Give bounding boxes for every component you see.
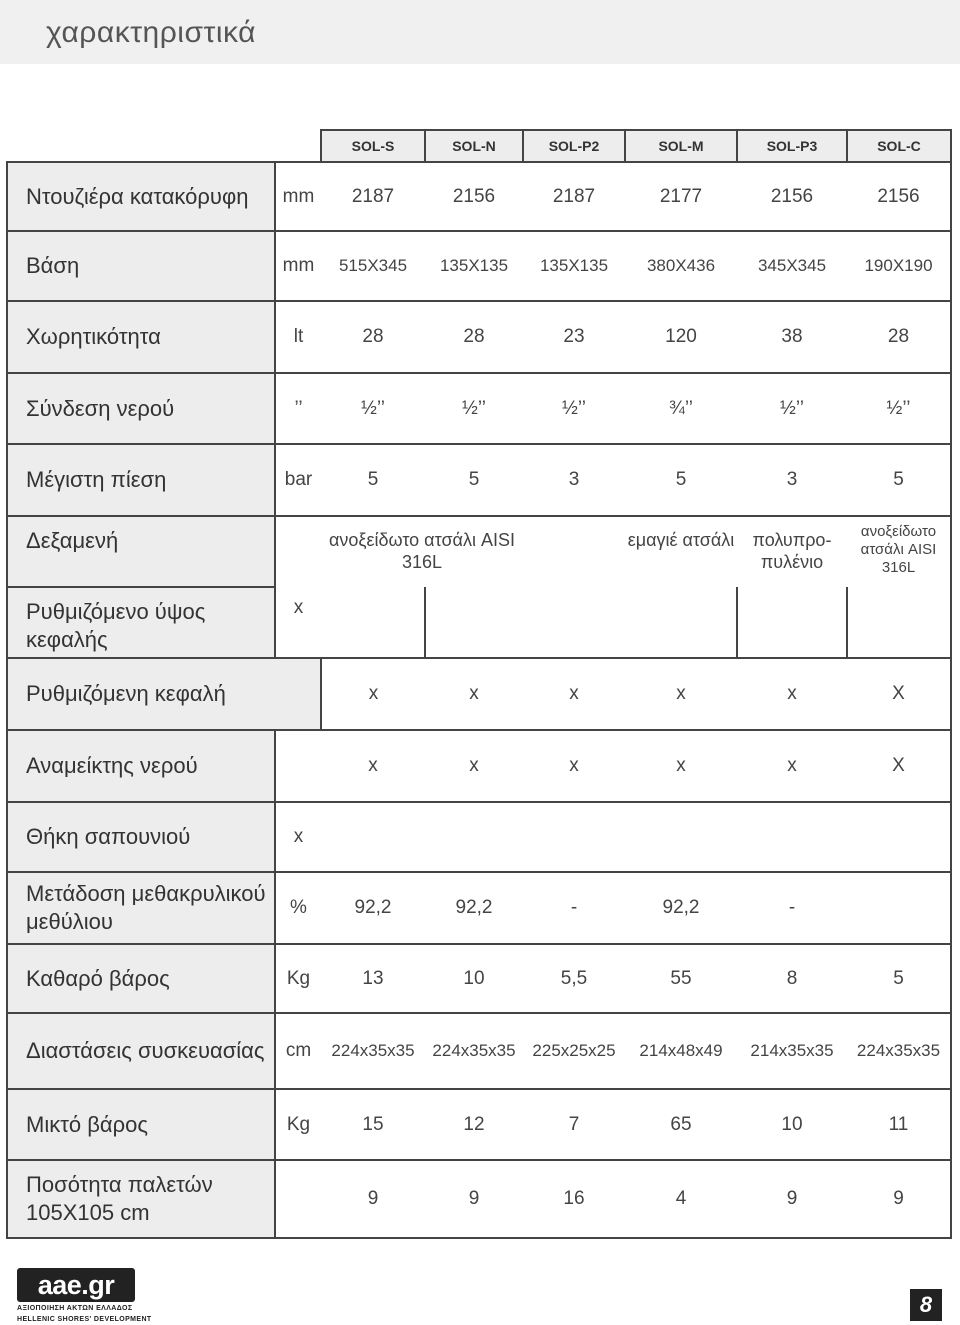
unit-cell: x [275,802,321,872]
value-cell: 214x35x35 [737,1013,847,1089]
table-row [7,444,951,516]
model-header: SOL-N [425,130,523,162]
table-row [7,301,951,373]
title-bar [0,0,960,64]
value-cell: 2156 [847,162,951,231]
value-cell: 9 [737,1160,847,1238]
value-cell: X [847,730,951,802]
value-cell: 9 [425,1160,523,1238]
material-cell: πολυπρο-πυλένιο [737,516,847,587]
model-header: SOL-P3 [737,130,847,162]
unit-cell: x [275,587,321,658]
row-label: Βάση [7,231,275,301]
value-cell: 38 [737,301,847,373]
row-label: Μέγιστη πίεση [7,444,275,516]
value-cell: ½’’ [847,373,951,444]
table-row [7,944,951,1013]
row-label: Σύνδεση νερού [7,373,275,444]
model-header: SOL-S [321,130,425,162]
value-cell: 5 [847,944,951,1013]
value-cell: - [737,872,847,944]
table-row [7,162,951,231]
value-cell: 5,5 [523,944,625,1013]
value-cell: 190X190 [847,231,951,301]
material-cell: ανοξείδωτο ατσάλι AISI 316L [321,516,523,587]
unit-cell: Kg [275,1089,321,1160]
model-header: SOL-C [847,130,951,162]
value-cell: x [523,658,625,730]
unit-cell: mm [275,231,321,301]
row-label: Μετάδοση μεθακρυλικού μεθύλιου [7,872,275,944]
value-cell: ¾’’ [625,373,737,444]
value-cell: 515X345 [321,231,425,301]
row-label: Αναμείκτης νερού [7,730,275,802]
value-cell: 2156 [737,162,847,231]
value-cell: 11 [847,1089,951,1160]
value-cell: 15 [321,1089,425,1160]
value-cell: 3 [737,444,847,516]
value-cell: 5 [425,444,523,516]
value-cell: 224x35x35 [425,1013,523,1089]
table-row [7,587,951,658]
value-cell: 3 [523,444,625,516]
value-cell: 214x48x49 [625,1013,737,1089]
value-cell: 5 [625,444,737,516]
value-cell [847,872,951,944]
value-cell: ½’’ [523,373,625,444]
row-label: Χωρητικότητα [7,301,275,373]
table-row [7,373,951,444]
header-row [7,130,951,162]
row-label: Διαστάσεις συσκευασίας [7,1013,275,1089]
value-cell: 2187 [523,162,625,231]
value-cell: 4 [625,1160,737,1238]
value-cell: 28 [425,301,523,373]
value-cell: x [625,658,737,730]
value-cell: x [321,658,425,730]
row-label: Θήκη σαπουνιού [7,802,275,872]
unit-cell: bar [275,444,321,516]
row-label: Καθαρό βάρος [7,944,275,1013]
model-header: SOL-P2 [523,130,625,162]
unit-cell: ’’ [275,373,321,444]
value-cell: x [523,730,625,802]
value-cell: ½’’ [425,373,523,444]
value-cell: 224x35x35 [321,1013,425,1089]
value-cell: 224x35x35 [847,1013,951,1089]
value-cell: 2177 [625,162,737,231]
value-cell: 9 [321,1160,425,1238]
value-cell: 23 [523,301,625,373]
value-cell: x [737,730,847,802]
page-number: 8 [910,1289,942,1321]
value-cell: 28 [847,301,951,373]
value-cell: X [847,658,951,730]
value-cell: 225x25x25 [523,1013,625,1089]
unit-cell: cm [275,1013,321,1089]
company-logo [17,1268,152,1324]
row-label: Ρυθμιζόμενο ύψος κεφαλής [7,587,275,658]
value-cell: 92,2 [425,872,523,944]
value-cell: 5 [847,444,951,516]
row-label: Ντουζιέρα κατακόρυφη [7,162,275,231]
value-cell: 16 [523,1160,625,1238]
unit-cell: % [275,872,321,944]
value-cell: x [425,730,523,802]
specs-table [6,129,952,1239]
value-cell: 12 [425,1089,523,1160]
table-row [7,658,951,730]
model-header: SOL-M [625,130,737,162]
value-cell: x [737,658,847,730]
value-cell: 10 [425,944,523,1013]
value-cell: 92,2 [321,872,425,944]
value-cell: ½’’ [737,373,847,444]
logo-subtitle-greek: ΑΞΙΟΠΟΙΗΣΗ ΑΚΤΩΝ ΕΛΛΑΔΟΣ [17,1305,133,1312]
table-row [7,1089,951,1160]
value-cell: 65 [625,1089,737,1160]
row-label: Μικτό βάρος [7,1089,275,1160]
unit-cell: mm [275,162,321,231]
table-row [7,231,951,301]
value-cell: 28 [321,301,425,373]
material-cell: ανοξείδωτο ατσάλι AISI 316L [847,516,951,587]
value-cell: - [523,872,625,944]
value-cell: 10 [737,1089,847,1160]
unit-cell: lt [275,301,321,373]
value-cell: 120 [625,301,737,373]
logo-subtitle-english: HELLENIC SHORES' DEVELOPMENT [17,1316,152,1323]
table-row [7,1013,951,1089]
value-cell: x [425,658,523,730]
material-cell: εμαγιέ ατσάλι [625,516,737,587]
table-row [7,730,951,802]
value-cell: 135X135 [425,231,523,301]
value-cell: 9 [847,1160,951,1238]
value-cell: x [321,730,425,802]
unit-cell: Kg [275,944,321,1013]
table-row [7,802,951,872]
value-cell: 2187 [321,162,425,231]
row-label: Ποσότητα παλετών 105X105 cm [7,1160,275,1238]
value-cell: 5 [321,444,425,516]
value-cell: ½’’ [321,373,425,444]
unit-cell [275,1160,321,1238]
logo-mark: aae.gr [17,1268,135,1302]
value-cell: x [625,730,737,802]
value-cell: 55 [625,944,737,1013]
value-cell: 2156 [425,162,523,231]
value-cell: 345X345 [737,231,847,301]
value-cell: 135X135 [523,231,625,301]
table-row [7,872,951,944]
value-cell: 8 [737,944,847,1013]
value-cell: 92,2 [625,872,737,944]
row-label: Ρυθμιζόμενη κεφαλή [7,658,321,730]
row-label: Δεξαμενή [7,516,275,587]
page-title: χαρακτηριστικά [46,16,256,49]
value-cell: 7 [523,1089,625,1160]
value-cell: 380X436 [625,231,737,301]
table-row [7,516,951,587]
value-cell: 13 [321,944,425,1013]
table-row [7,1160,951,1238]
